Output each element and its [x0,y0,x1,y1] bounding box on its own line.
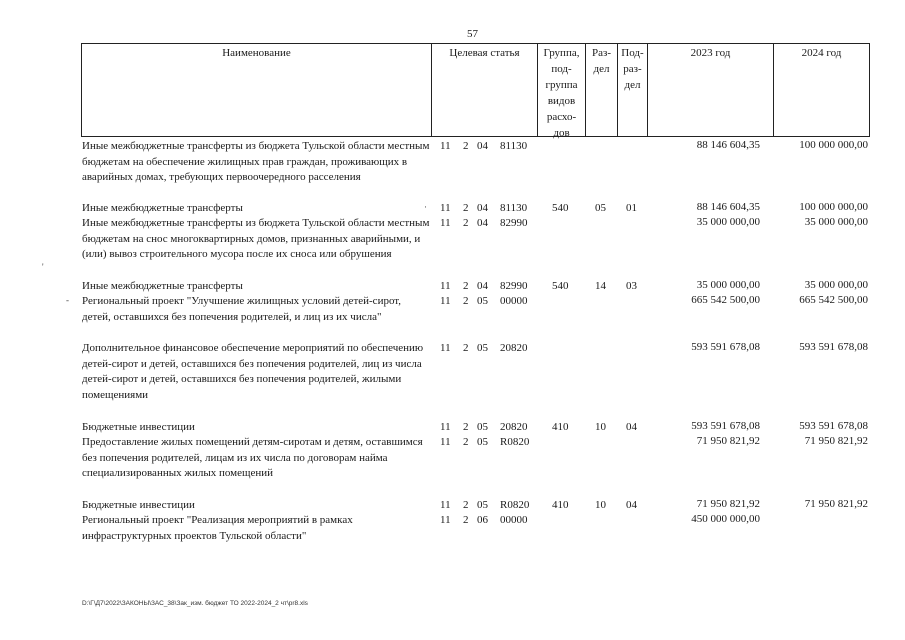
row-name: Предоставление жилых помещений детям-сиротам и детям, оставшимся без попечения родителей, лицам из их числа по договорам найма специализированных жилых помещений [82,436,423,479]
row-c1: 11 [440,217,451,229]
row-c2: 2 [463,295,469,307]
row-c1: 11 [440,140,451,152]
row-c4: 20820 [500,342,528,354]
row-amount-2023: 35 000 000,00 [696,279,760,291]
row-c2: 2 [463,140,469,152]
row-amount-2023: 71 950 821,92 [696,498,760,510]
row-c1: 11 [440,295,451,307]
row-name: Иные межбюджетные трансферты из бюджета Тульской области местным бюджетам на обеспечение жилищных прав граждан, проживающих в аварийных домах, требующих первоочередного расселения [82,140,430,183]
row-subsection: 03 [626,280,637,292]
row-c4: 00000 [500,514,528,526]
row-amount-2023: 88 146 604,35 [696,139,760,151]
header-group: Группа, под- группа видов расхо- дов [543,47,580,139]
row-c2: 2 [463,280,469,292]
row-c1: 11 [440,421,451,433]
row-c1: 11 [440,514,451,526]
row-c1: 11 [440,436,451,448]
row-name: Региональный проект "Реализация мероприятий в рамках инфраструктурных проектов Тульской области" [82,514,353,542]
row-c4: 81130 [500,140,528,152]
file-path-footer: D:\Г\Д7\2022\ЗАКОНЫ\ЗАС_38\Зак_изм. бюджет ТО 2022-2024_2 чт\pr8.xls [82,600,308,607]
row-amount-2024: 100 000 000,00 [799,201,868,213]
row-c3: 05 [477,342,488,354]
margin-mark: - [66,295,69,305]
header-section: Раз- дел [591,47,611,75]
row-c3: 06 [477,514,488,526]
row-c4: R0820 [500,499,530,511]
row-c4: R0820 [500,436,530,448]
row-amount-2024: 35 000 000,00 [804,279,868,291]
row-group: 540 [552,202,569,214]
row-amount-2023: 593 591 678,08 [691,420,760,432]
row-name: Иные межбюджетные трансферты [82,280,243,292]
row-section: 05 [595,202,606,214]
row-name: Бюджетные инвестиции [82,421,195,433]
column-divider [869,43,870,137]
header-subsection: Под- раз- дел [621,47,644,91]
page-number: 57 [467,28,478,40]
row-amount-2024: 100 000 000,00 [799,139,868,151]
row-name: Иные межбюджетные трансферты [82,202,243,214]
row-amount-2024: 71 950 821,92 [804,498,868,510]
row-name: Бюджетные инвестиции [82,499,195,511]
row-c4: 82990 [500,217,528,229]
row-c2: 2 [463,202,469,214]
row-c3: 05 [477,295,488,307]
row-c3: 04 [477,217,488,229]
row-group: 410 [552,499,569,511]
row-c3: 04 [477,202,488,214]
row-c2: 2 [463,421,469,433]
header-target: Целевая статья [449,47,520,59]
header-name: Наименование [222,47,291,59]
row-c3: 04 [477,140,488,152]
row-group: 540 [552,280,569,292]
row-c3: 05 [477,499,488,511]
row-name: Региональный проект "Улучшение жилищных условий детей-сирот, детей, оставшихся без попечения родителей, и лиц из их числа" [82,295,402,323]
row-amount-2023: 71 950 821,92 [696,435,760,447]
row-subsection: 01 [626,202,637,214]
row-amount-2023: 593 591 678,08 [691,341,760,353]
row-section: 10 [595,499,606,511]
row-amount-2024: 35 000 000,00 [804,216,868,228]
row-c2: 2 [463,342,469,354]
margin-mark: · [424,202,427,212]
table-top-border [81,43,870,44]
row-amount-2024: 593 591 678,08 [799,341,868,353]
row-c2: 2 [463,217,469,229]
row-c1: 11 [440,342,451,354]
row-c4: 81130 [500,202,528,214]
row-c4: 82990 [500,280,528,292]
row-c3: 05 [477,421,488,433]
row-c2: 2 [463,436,469,448]
row-amount-2023: 450 000 000,00 [691,513,760,525]
row-subsection: 04 [626,421,637,433]
margin-mark: ' [42,262,44,272]
row-group: 410 [552,421,569,433]
row-amount-2024: 71 950 821,92 [804,435,868,447]
row-c4: 20820 [500,421,528,433]
row-c2: 2 [463,514,469,526]
row-c3: 04 [477,280,488,292]
row-c1: 11 [440,280,451,292]
row-name: Дополнительное финансовое обеспечение мероприятий по обеспечению детей-сирот и детей, оставшихся без попечения родителей, лиц из числа детей-сирот и детей, оставшихся без попечения родителей, жилыми помещениями [82,342,424,401]
row-c1: 11 [440,202,451,214]
row-amount-2023: 88 146 604,35 [696,201,760,213]
row-subsection: 04 [626,499,637,511]
row-c1: 11 [440,499,451,511]
row-section: 10 [595,421,606,433]
row-c4: 00000 [500,295,528,307]
row-section: 14 [595,280,606,292]
row-amount-2023: 665 542 500,00 [691,294,760,306]
row-name: Иные межбюджетные трансферты из бюджета Тульской области местным бюджетам на снос многоквартирных домов, признанных аварийными, и (или) вывоз строительного мусора после их сноса или обрушения [82,217,430,260]
table-header-bottom-border [81,136,870,137]
row-amount-2024: 665 542 500,00 [799,294,868,306]
row-amount-2024: 593 591 678,08 [799,420,868,432]
row-c2: 2 [463,499,469,511]
row-c3: 05 [477,436,488,448]
row-amount-2023: 35 000 000,00 [696,216,760,228]
header-2023: 2023 год [690,47,731,59]
header-2024: 2024 год [801,47,842,59]
